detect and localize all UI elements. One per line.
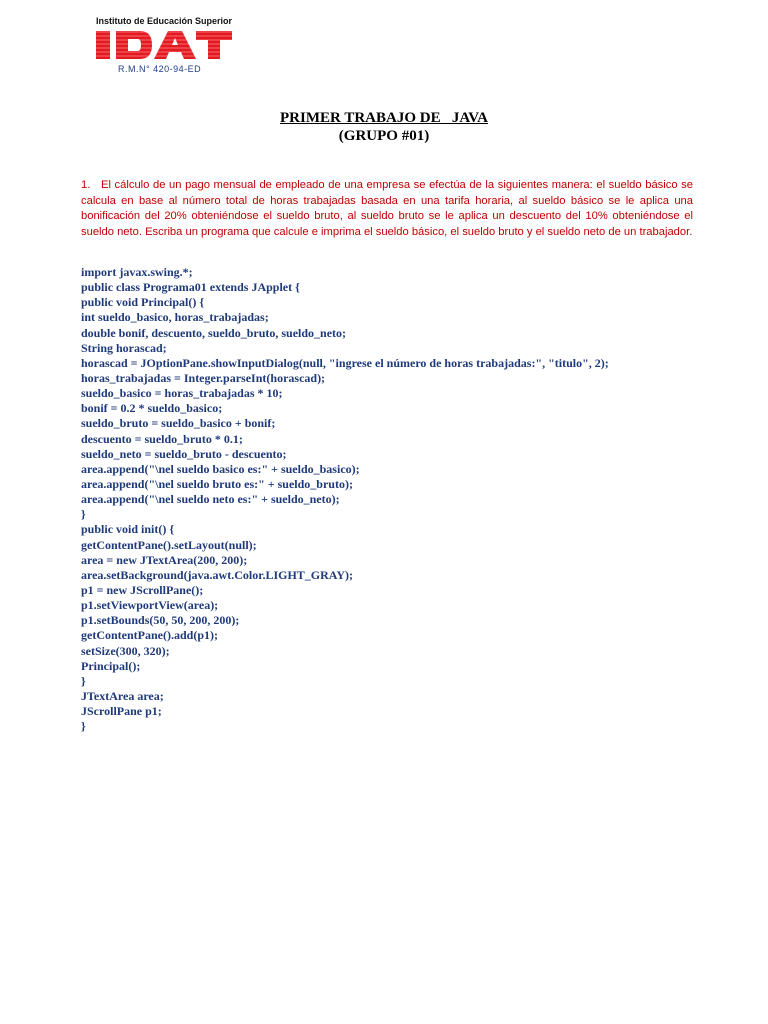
code-block bbox=[81, 265, 741, 734]
code-line: horascad = JOptionPane.showInputDialog(null, "ingrese el número de horas trabajadas:", "titulo", 2); bbox=[81, 355, 609, 370]
code-line: double bonif, descuento, sueldo_bruto, sueldo_neto; bbox=[81, 325, 347, 340]
logo-registration-text: R.M.N° 420-94-ED bbox=[118, 64, 202, 74]
code-line: setSize(300, 320); bbox=[81, 643, 170, 658]
code-line: public class Programa01 extends JApplet { bbox=[81, 280, 300, 295]
code-line: String horascad; bbox=[81, 340, 167, 355]
code-line: import javax.swing.*; bbox=[81, 265, 193, 279]
code-line: public void init() { bbox=[81, 522, 175, 537]
problem-text: El cálculo de un pago mensual de empleado de una empresa se efectúa de la siguientes manera: el sueldo básico se calcula en base al número total de horas trabajadas basada en una tarifa horaria, al sueldo básico se le aplica una bonificación del 20% obteniéndose el sueldo bruto, al sueldo bruto se le aplica un descuento del 10% obteniéndose el sueldo neto. Escriba un programa que calcule e imprima el sueldo básico, el sueldo bruto y el sueldo neto de un trabajador. bbox=[81, 179, 693, 238]
code-line: area.append("\nel sueldo basico es:" + sueldo_basico); bbox=[81, 461, 360, 476]
code-line: horas_trabajadas = Integer.parseInt(horascad); bbox=[81, 370, 326, 385]
code-line: JScrollPane p1; bbox=[81, 704, 162, 719]
code-line: } bbox=[81, 507, 86, 522]
logo-institution-text: Instituto de Educación Superior bbox=[96, 16, 233, 26]
code-line: getContentPane().setLayout(null); bbox=[81, 537, 257, 552]
idat-logo bbox=[92, 16, 238, 78]
code-line: p1.setViewportView(area); bbox=[81, 598, 219, 613]
code-line: descuento = sueldo_bruto * 0.1; bbox=[81, 431, 243, 446]
problem-number: 1. bbox=[81, 179, 91, 191]
code-line: Principal(); bbox=[81, 658, 141, 673]
document-subtitle: (GRUPO #01) bbox=[338, 128, 430, 144]
code-line: int sueldo_basico, horas_trabajadas; bbox=[81, 310, 269, 325]
code-line: area.append("\nel sueldo neto es:" + sueldo_neto); bbox=[81, 492, 340, 507]
problem-statement bbox=[81, 178, 693, 240]
code-line: JTextArea area; bbox=[81, 688, 164, 703]
code-line: } bbox=[81, 673, 86, 688]
code-line: p1 = new JScrollPane(); bbox=[81, 582, 204, 597]
code-line: area = new JTextArea(200, 200); bbox=[81, 552, 248, 567]
code-line: bonif = 0.2 * sueldo_basico; bbox=[81, 401, 223, 416]
code-line: area.setBackground(java.awt.Color.LIGHT_GRAY); bbox=[81, 567, 354, 582]
code-line: getContentPane().add(p1); bbox=[81, 628, 218, 643]
code-line: p1.setBounds(50, 50, 200, 200); bbox=[81, 613, 240, 628]
code-line: } bbox=[81, 719, 86, 734]
code-line: sueldo_neto = sueldo_bruto - descuento; bbox=[81, 446, 287, 461]
idat-wordmark bbox=[92, 29, 234, 63]
code-line: area.append("\nel sueldo bruto es:" + sueldo_bruto); bbox=[81, 476, 353, 491]
code-line: public void Principal() { bbox=[81, 295, 205, 310]
document-title: PRIMER TRABAJO DE JAVA bbox=[280, 110, 488, 126]
code-line: sueldo_bruto = sueldo_basico + bonif; bbox=[81, 416, 276, 431]
code-line: sueldo_basico = horas_trabajadas * 10; bbox=[81, 386, 283, 401]
